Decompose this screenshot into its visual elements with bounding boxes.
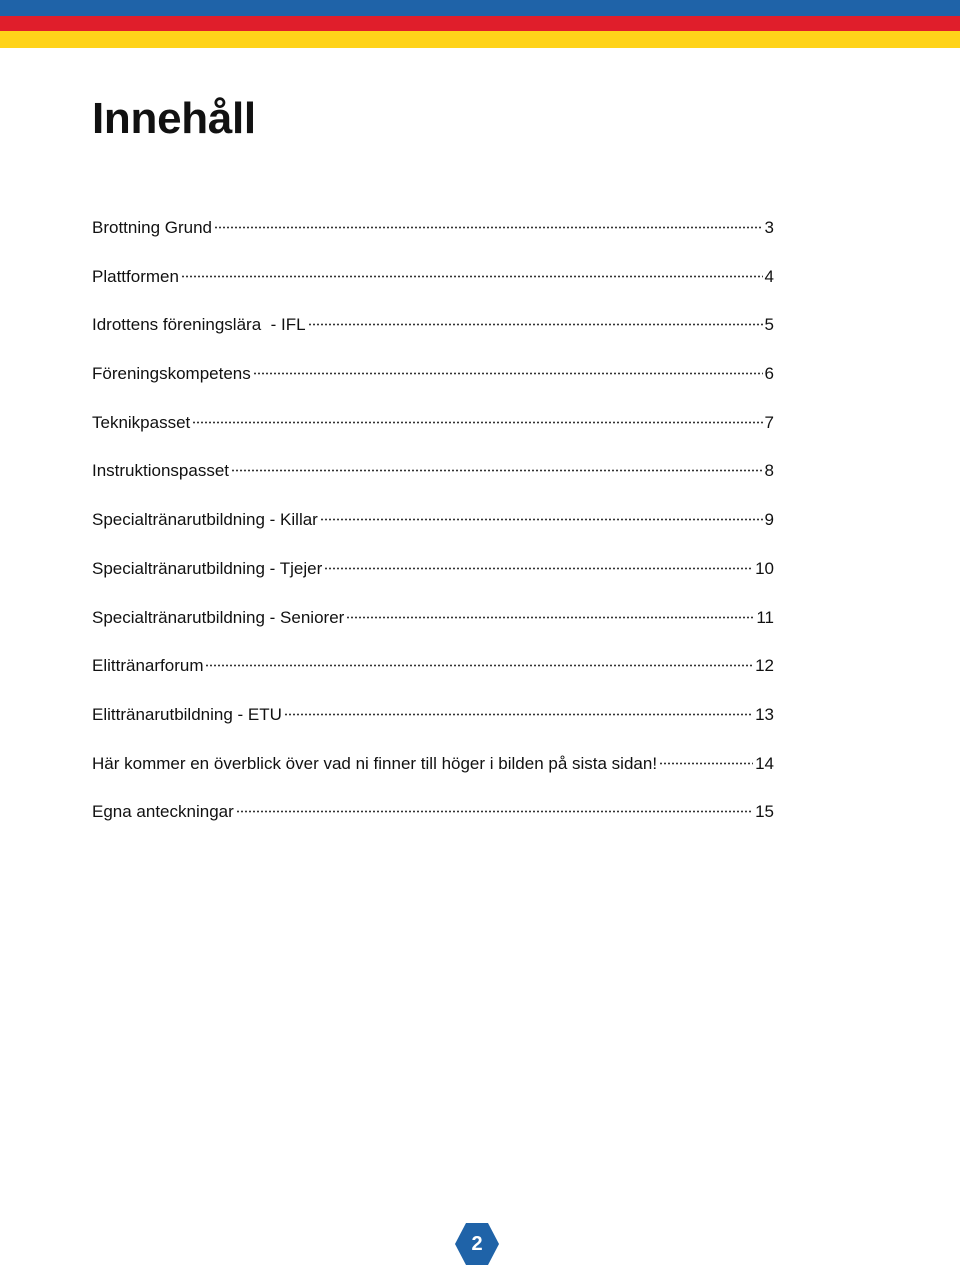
toc-dot-leader [214, 226, 763, 229]
toc-entry-label: Egna anteckningar [92, 802, 234, 822]
toc-dot-leader [231, 469, 763, 472]
toc-entry-label: Elittränarforum [92, 656, 204, 676]
toc-entry[interactable] [92, 697, 774, 746]
toc-entry-label: Specialtränarutbildning - Seniorer [92, 607, 345, 627]
toc-dot-leader [659, 762, 753, 765]
toc-entry-page: 15 [755, 802, 774, 822]
toc-entry-label: Teknikpasset [92, 412, 191, 432]
header-stripe-yellow [0, 31, 960, 48]
toc-entry-page: 5 [764, 315, 774, 335]
toc-entry-label: Elittränarutbildning - ETU [92, 704, 282, 724]
toc-entry-page: 11 [756, 607, 774, 627]
toc-entry-page: 10 [755, 558, 774, 578]
toc-entry-page: 9 [764, 510, 774, 530]
toc-entry[interactable] [92, 600, 774, 649]
toc-dot-leader [192, 421, 762, 424]
toc-dot-leader [284, 713, 753, 716]
toc-entry[interactable] [92, 453, 774, 502]
toc-dot-leader [181, 275, 763, 278]
toc-entry-page: 8 [764, 461, 774, 481]
toc-entry-label: Instruktionspasset [92, 461, 230, 481]
toc-entry-page: 7 [764, 412, 774, 432]
toc-dot-leader [253, 372, 763, 375]
toc-entry-label: Här kommer en överblick över vad ni finner till höger i bilden på sista sidan! [92, 753, 658, 773]
header-stripe-blue [0, 0, 960, 16]
toc-entry-page: 3 [764, 218, 774, 237]
toc-entry[interactable] [92, 356, 774, 405]
page-title: Innehåll [92, 94, 256, 143]
toc-dot-leader [346, 616, 754, 619]
toc-entry-page: 12 [755, 656, 774, 676]
toc-entry[interactable] [92, 259, 774, 308]
toc-entry-label: Idrottens föreningslära - IFL [92, 315, 306, 335]
header-stripe-red [0, 16, 960, 31]
page-number-badge [455, 1222, 499, 1266]
toc-entry-label: Brottning Grund [92, 218, 213, 237]
toc-entry-label: Föreningskompetens [92, 364, 251, 384]
toc-entry-label: Plattformen [92, 266, 179, 286]
toc-dot-leader [324, 567, 753, 570]
toc-entry-page: 14 [755, 753, 774, 773]
toc-entry[interactable] [92, 405, 774, 454]
toc-entry[interactable] [92, 210, 774, 259]
page-number: 2 [471, 1233, 483, 1255]
toc-entry-label: Specialtränarutbildning - Killar [92, 510, 318, 530]
toc-entry[interactable] [92, 502, 774, 551]
toc-entry[interactable] [92, 307, 774, 356]
toc-entry-page: 13 [755, 704, 774, 724]
toc-entry-label: Specialtränarutbildning - Tjejer [92, 558, 323, 578]
toc-dot-leader [205, 664, 753, 667]
header-stripes [0, 0, 960, 48]
toc-dot-leader [308, 323, 763, 326]
toc-dot-leader [320, 518, 763, 521]
toc-entry-page: 6 [764, 364, 774, 384]
toc-dot-leader [236, 810, 753, 813]
table-of-contents [92, 210, 774, 843]
toc-entry-page: 4 [764, 266, 774, 286]
toc-entry[interactable] [92, 794, 774, 843]
toc-entry[interactable] [92, 648, 774, 697]
toc-entry[interactable] [92, 746, 774, 795]
toc-entry[interactable] [92, 551, 774, 600]
